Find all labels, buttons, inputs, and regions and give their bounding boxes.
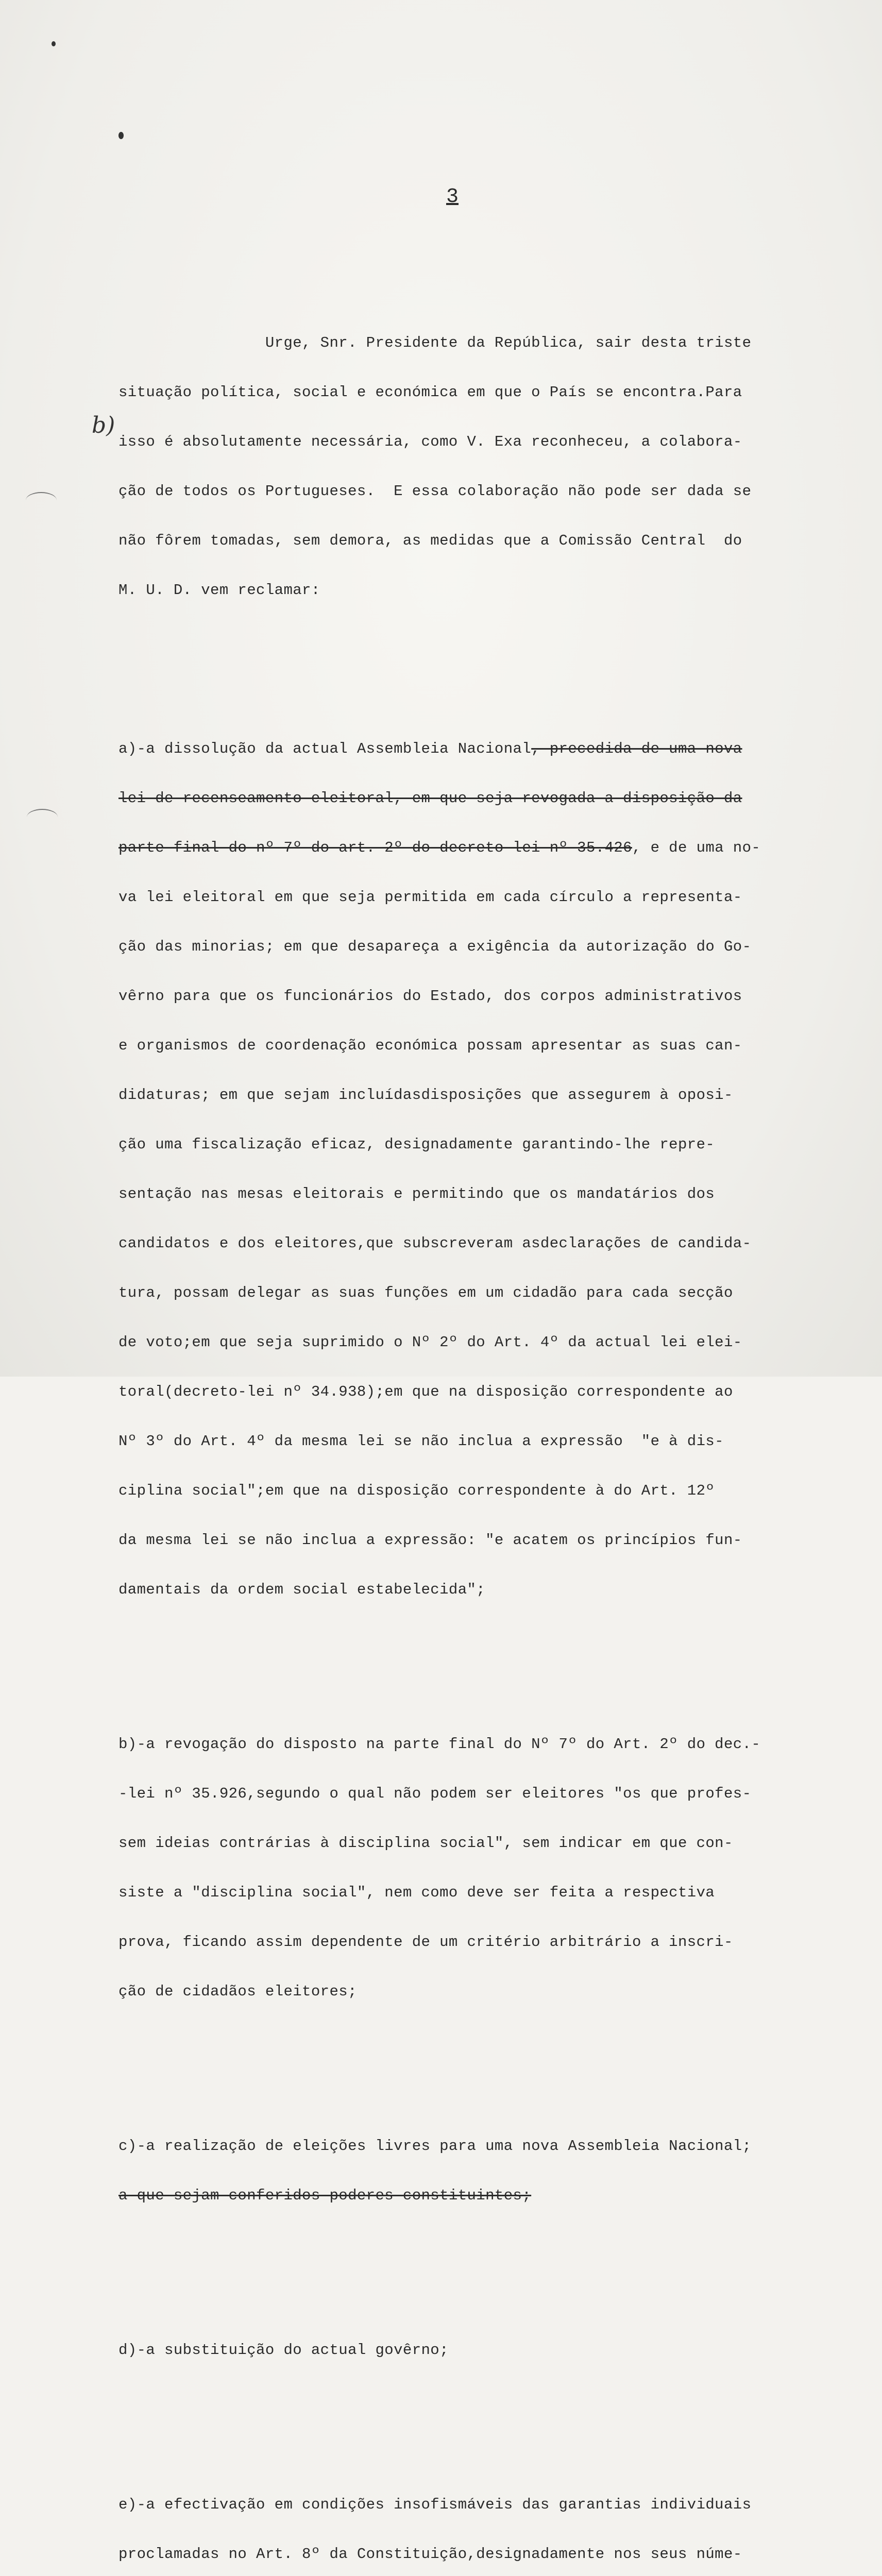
text-line: prova, ficando assim dependente de um critério arbitrário a inscri-: [118, 1934, 733, 1951]
item-a: [118, 708, 840, 1631]
text-line: Urge, Snr. Presidente da República, sair desta triste: [118, 334, 752, 351]
text-line: , e de uma no-: [632, 839, 761, 856]
struck-text: parte final do nº 7º do art. 2º do decreto-lei nº 35.426: [118, 839, 632, 856]
text-line: sentação nas mesas eleitorais e permitindo que os mandatários dos: [118, 1185, 715, 1202]
struck-text: , precedida de uma nova: [531, 740, 742, 757]
paragraph-intro: [118, 302, 840, 632]
struck-line: a que sejam conferidos poderes constituintes;: [118, 2187, 532, 2204]
text-line: proclamadas no Art. 8º da Constituição,designadamente nos seus núme-: [118, 2546, 742, 2563]
item-c: [118, 2105, 840, 2237]
struck-line: lei de recenseamento eleitoral, em que seja revogada a disposição da: [118, 790, 742, 807]
text-line: ção das minorias; em que desapareça a exigência da autorização do Go-: [118, 938, 752, 955]
text-line: situação política, social e económica em que o País se encontra.Para: [118, 384, 742, 401]
margin-curve: [26, 492, 57, 509]
text-line: didaturas; em que sejam incluídasdisposições que assegurem à oposi-: [118, 1087, 733, 1104]
ink-mark: [118, 132, 124, 139]
text-line: ção de cidadãos eleitores;: [118, 1983, 357, 2000]
text-line: M. U. D. vem reclamar:: [118, 582, 320, 599]
text-line: siste a "disciplina social", nem como deve ser feita a respectiva: [118, 1884, 715, 1901]
letter-body: [118, 252, 840, 2576]
margin-annotation: b): [92, 412, 115, 438]
text-line: Nº 3º do Art. 4º da mesma lei se não inclua a expressão "e à dis-: [118, 1433, 724, 1450]
text-line: b)-a revogação do disposto na parte final do Nº 7º do Art. 2º do dec.-: [118, 1736, 761, 1753]
margin-curve: [27, 809, 58, 825]
item-e: [118, 2464, 840, 2576]
text-line: d)-a substituição do actual govêrno;: [118, 2342, 449, 2359]
text-line: e)-a efectivação em condições insofismáveis das garantias individuais: [118, 2496, 752, 2513]
text-line: de voto;em que seja suprimido o Nº 2º do Art. 4º da actual lei elei-: [118, 1334, 742, 1351]
ink-mark: [52, 41, 56, 46]
text-line: e organismos de coordenação económica possam apresentar as suas can-: [118, 1037, 742, 1054]
text-line: -lei nº 35.926,segundo o qual não podem ser eleitores "os que profes-: [118, 1785, 752, 1802]
text-line: a)-a dissolução da actual Assembleia Nacional: [118, 740, 532, 757]
text-line: sem ideias contrárias à disciplina social", sem indicar em que con-: [118, 1835, 733, 1852]
page-number: 3: [446, 185, 459, 209]
text-line: não fôrem tomadas, sem demora, as medidas que a Comissão Central do: [118, 532, 742, 549]
text-line: c)-a realização de eleições livres para uma nova Assembleia Nacional;: [118, 2138, 752, 2155]
text-line: va lei eleitoral em que seja permitida em cada círculo a representa-: [118, 889, 742, 906]
text-line: candidatos e dos eleitores,que subscreveram asdeclarações de candida-: [118, 1235, 752, 1252]
text-line: vêrno para que os funcionários do Estado, dos corpos administrativos: [118, 988, 742, 1005]
item-d: [118, 2309, 840, 2392]
text-line: toral(decreto-lei nº 34.938);em que na disposição correspondente ao: [118, 1383, 733, 1400]
text-line: isso é absolutamente necessária, como V. Exa reconheceu, a colabora-: [118, 433, 742, 450]
text-line: ção uma fiscalização eficaz, designadamente garantindo-lhe repre-: [118, 1136, 715, 1153]
text-line: da mesma lei se não inclua a expressão: "e acatem os princípios fun-: [118, 1532, 742, 1549]
item-b: [118, 1703, 840, 2033]
text-line: ciplina social";em que na disposição correspondente à do Art. 12º: [118, 1482, 715, 1499]
text-line: ção de todos os Portugueses. E essa colaboração não pode ser dada se: [118, 483, 752, 500]
text-line: tura, possam delegar as suas funções em um cidadão para cada secção: [118, 1284, 733, 1301]
text-line: damentais da ordem social estabelecida";: [118, 1581, 486, 1598]
